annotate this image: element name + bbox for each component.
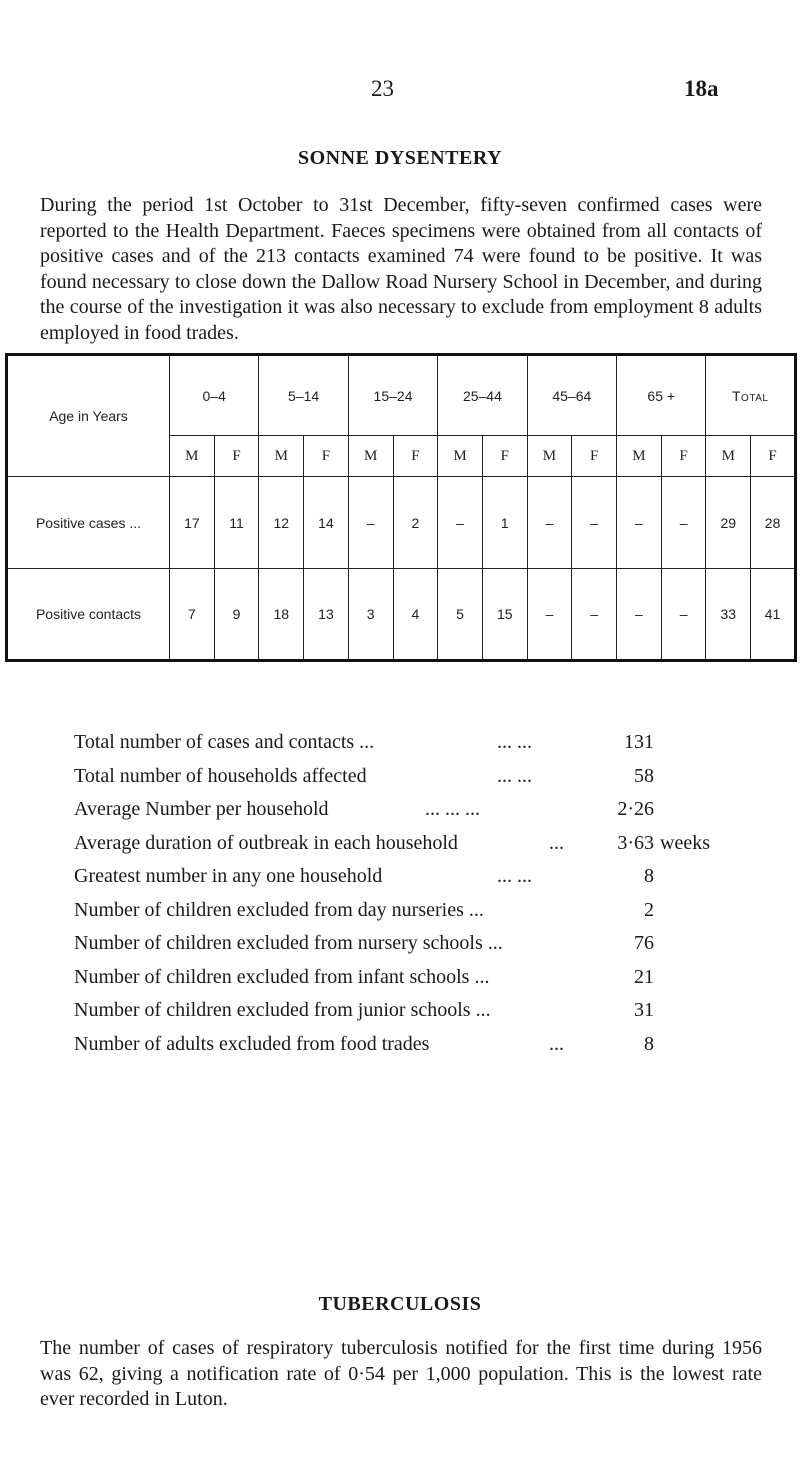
sex-header-male: M: [527, 436, 572, 477]
summary-label: Number of children excluded from nursery schools ...: [74, 932, 503, 954]
dysentery-paragraph: During the period 1st October to 31st December, fifty-seven confirmed cases were reported to the Health Department. Faeces specimens were obtained from all contacts of positive cases and of the 213 contacts examined 74 were found to be positive. It was found necessary to close down the Dallow Road Nursery School in December, and during the course of the investigation it was also necessary to exclude from employment 8 adults employed in food trades.: [40, 194, 762, 344]
table-cell: –: [617, 477, 662, 569]
leader-dots: ...: [549, 1032, 564, 1055]
leader-dots: ... ...: [497, 764, 532, 787]
age-group-header: 0–4: [170, 355, 259, 436]
summary-value: 58: [634, 764, 654, 787]
age-group-header: 25–44: [438, 355, 527, 436]
summary-row: [74, 731, 774, 765]
leader-dots: ... ... ...: [425, 798, 480, 820]
table-cell: –: [572, 477, 617, 569]
summary-label: Number of children excluded from day nurseries ...: [74, 898, 484, 921]
dysentery-age-table: [5, 353, 797, 662]
summary-row: [74, 966, 774, 1000]
age-group-header: 5–14: [259, 355, 348, 436]
table-cell: 9: [214, 569, 259, 661]
table-cell: 3: [348, 569, 393, 661]
age-group-header: 65 +: [617, 355, 706, 436]
sex-header-male: M: [259, 436, 304, 477]
leader-dots: ... ...: [497, 865, 532, 887]
tuberculosis-heading: TUBERCULOSIS: [318, 1293, 482, 1315]
sex-header-female: F: [393, 436, 438, 477]
summary-value: 8: [644, 1032, 654, 1055]
table-cell: –: [661, 569, 706, 661]
summary-value: 8: [644, 865, 654, 887]
summary-value: 2·26: [617, 798, 654, 820]
sex-header-male: M: [348, 436, 393, 477]
table-group-header-row: [7, 355, 796, 436]
table-cell: 4: [393, 569, 438, 661]
table-cell: 1: [482, 477, 527, 569]
table-cell: 7: [170, 569, 215, 661]
leader-dots: ... ...: [497, 731, 532, 753]
age-group-header: 15–24: [348, 355, 437, 436]
summary-row: [74, 865, 774, 899]
table-cell: 11: [214, 477, 259, 569]
sex-header-female: F: [751, 436, 796, 477]
table-cell: 2: [393, 477, 438, 569]
summary-label: Number of children excluded from infant schools ...: [74, 965, 490, 988]
summary-value: 2: [644, 898, 654, 921]
table-cell: 13: [304, 569, 349, 661]
table-cell: 17: [170, 477, 215, 569]
table-cell: –: [527, 569, 572, 661]
summary-label: Number of adults excluded from food trades: [74, 1032, 430, 1055]
summary-value: 76: [634, 932, 654, 954]
table-cell: 29: [706, 477, 751, 569]
table-cell: –: [617, 569, 662, 661]
table-cell: –: [572, 569, 617, 661]
summary-value: 31: [634, 999, 654, 1021]
row-label: Positive contacts: [7, 569, 170, 661]
summary-row: [74, 832, 774, 866]
summary-row: [74, 932, 774, 966]
table-row-positive-contacts: [7, 569, 796, 661]
sex-header-female: F: [482, 436, 527, 477]
row-label: Positive cases ...: [7, 477, 170, 569]
sex-header-female: F: [304, 436, 349, 477]
table-row-positive-cases: [7, 477, 796, 569]
sex-header-female: F: [661, 436, 706, 477]
sex-header-male: M: [617, 436, 662, 477]
dysentery-heading: SONNE DYSENTERY: [297, 147, 503, 169]
sex-header-male: M: [170, 436, 215, 477]
summary-value: 21: [634, 965, 654, 988]
table-cell: –: [438, 477, 483, 569]
table-cell: –: [527, 477, 572, 569]
table-cell: 28: [751, 477, 796, 569]
summary-label: Total number of households affected: [74, 764, 367, 787]
summary-row: [74, 765, 774, 799]
summary-value: 131: [624, 731, 654, 753]
age-in-years-header: Age in Years: [7, 355, 170, 477]
total-header: Total: [706, 355, 796, 436]
table-cell: –: [348, 477, 393, 569]
page-number-alt: 18a: [684, 76, 719, 101]
table-cell: 5: [438, 569, 483, 661]
tuberculosis-paragraph: The number of cases of respiratory tuberculosis notified for the first time during 1956 was 62, giving a notification rate of 0·54 per 1,000 population. This is the lowest rate ever recorded in Luton.: [40, 1337, 762, 1410]
summary-label: Number of children excluded from junior schools ...: [74, 999, 491, 1021]
table-cell: 18: [259, 569, 304, 661]
table-cell: 33: [706, 569, 751, 661]
summary-list: [74, 731, 774, 1066]
summary-label: Average duration of outbreak in each household: [74, 831, 458, 854]
table-cell: 41: [751, 569, 796, 661]
sex-header-female: F: [572, 436, 617, 477]
sex-header-male: M: [438, 436, 483, 477]
summary-label: Total number of cases and contacts ...: [74, 731, 375, 753]
table-cell: 14: [304, 477, 349, 569]
summary-row: [74, 899, 774, 933]
page-number: 23: [371, 76, 394, 101]
summary-row: [74, 798, 774, 832]
age-group-header: 45–64: [527, 355, 616, 436]
leader-dots: ...: [549, 831, 564, 854]
sex-header-female: F: [214, 436, 259, 477]
table-cell: –: [661, 477, 706, 569]
summary-value: 3·63: [617, 831, 654, 854]
summary-row: [74, 999, 774, 1033]
summary-row: [74, 1033, 774, 1067]
summary-label: Greatest number in any one household: [74, 865, 383, 887]
table-cell: 15: [482, 569, 527, 661]
sex-header-male: M: [706, 436, 751, 477]
summary-label: Average Number per household: [74, 798, 329, 820]
summary-unit: weeks: [660, 831, 710, 854]
table-cell: 12: [259, 477, 304, 569]
